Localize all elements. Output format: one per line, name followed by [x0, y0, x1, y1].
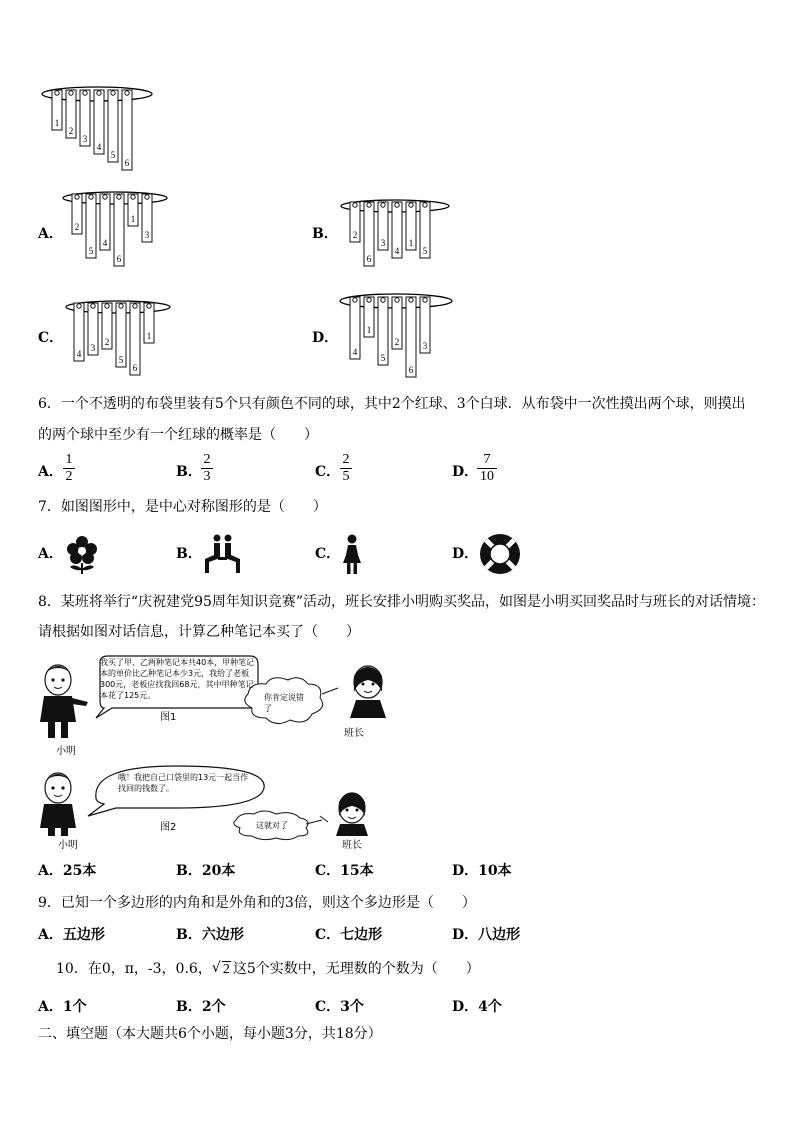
denominator: 3	[203, 469, 211, 484]
chime-hook	[395, 298, 399, 302]
chime-strip-number: 6	[124, 158, 130, 168]
chime-hook	[97, 91, 101, 95]
option-label: D．	[452, 464, 479, 480]
figure2-caption: 图2	[160, 822, 177, 833]
chime-hook	[395, 203, 399, 207]
option-label: A．	[38, 464, 63, 480]
q8-figure-1	[36, 652, 396, 758]
q10-option-c[interactable]: C．3个	[315, 999, 364, 1015]
q8-stem-line1: 8．某班将举行“庆祝建党95周年知识竞赛”活动，班长安排小明购买奖品，如图是小明买回奖品时与班长的对话情境：	[38, 594, 766, 610]
chime-strip-number: 6	[132, 363, 138, 373]
q8-option-d[interactable]: D．10本	[452, 863, 512, 879]
chime-hook	[83, 91, 87, 95]
chime-hook	[367, 298, 371, 302]
figure1-caption: 图1	[160, 712, 177, 723]
chime-hook	[367, 203, 371, 207]
chime-strip-number: 4	[394, 246, 400, 256]
chime-strip-number: 2	[68, 126, 74, 136]
q8-stem-line2: 请根据如图对话信息，计算乙种笔记本买了（ ）	[38, 624, 360, 640]
chime-strip-number: 3	[82, 134, 88, 144]
figure1-reply-text: 你肯定说错了	[264, 693, 304, 713]
q6-stem-line2: 的两个球中至少有一个红球的概率是（ ）	[38, 427, 318, 443]
chime-strip-number: 3	[144, 230, 150, 240]
q5-option-c[interactable]	[38, 296, 188, 381]
q6-option-a[interactable]	[38, 452, 128, 492]
chime-hook	[91, 304, 95, 308]
chime-strip-number: 5	[118, 355, 124, 365]
q9-option-c[interactable]: C．七边形	[315, 927, 383, 943]
chime-strip-number: 1	[146, 331, 152, 341]
q10-option-a[interactable]: A．1个	[38, 999, 87, 1015]
chime-strip-number: 3	[90, 343, 96, 353]
q5-option-d[interactable]	[312, 290, 472, 380]
option-label: C．	[315, 546, 341, 562]
chime-strip-number: 2	[352, 230, 358, 240]
chime-strip-number: 5	[88, 246, 94, 256]
q8-figure-2	[36, 762, 396, 854]
option-label: B．	[176, 546, 202, 562]
option-label: B．	[312, 226, 338, 242]
chime-strip-number: 4	[102, 238, 108, 248]
chime-strip-number: 2	[394, 337, 400, 347]
chime-strip-number: 1	[54, 118, 60, 128]
chime-hook	[381, 298, 385, 302]
chime-strip-number: 4	[352, 347, 358, 357]
chime-hook	[105, 304, 109, 308]
q9-stem: 9．已知一个多边形的内角和是外角和的3倍，则这个多边形是（ ）	[38, 895, 476, 911]
woman-icon	[339, 533, 369, 575]
figure1-right-name: 班长	[344, 728, 364, 739]
chime-hook	[381, 203, 385, 207]
chime-strip-number: 5	[380, 353, 386, 363]
chime-hook	[409, 298, 413, 302]
chime-hook	[423, 298, 427, 302]
q6-option-b[interactable]	[176, 452, 266, 492]
monitor-figure	[350, 666, 386, 718]
numerator: 7	[483, 452, 491, 467]
monitor-figure	[336, 793, 368, 836]
q8-option-a[interactable]: A．25本	[38, 863, 97, 879]
xiaoming-figure	[40, 665, 88, 738]
chime-strip-number: 3	[380, 238, 386, 248]
q10-stem-after: 这5个实数中，无理数的个数为（ ）	[232, 961, 480, 977]
chime-hook	[117, 195, 121, 199]
option-label: D．	[452, 546, 479, 562]
chime-strip-number: 2	[104, 337, 110, 347]
figure2-left-name: 小明	[58, 840, 78, 851]
section-2-heading: 二、填空题（本大题共6个小题，每小题3分，共18分）	[38, 1026, 382, 1042]
chime-hook	[89, 195, 93, 199]
numerator: 1	[65, 452, 73, 467]
chime-hook	[145, 195, 149, 199]
two-people-sitting-icon	[202, 533, 242, 575]
q7-option-a[interactable]	[38, 533, 118, 575]
denominator: 5	[342, 469, 350, 484]
figure1-left-name: 小明	[56, 746, 76, 757]
sqrt-symbol: √	[211, 960, 221, 976]
wind-chime-b-drawing	[338, 196, 468, 276]
chime-hook	[111, 91, 115, 95]
figure2-bubble-text: 哦！我把自己口袋里的13元一起当作找回的钱数了。	[118, 773, 249, 793]
q10-option-b[interactable]: B．2个	[176, 999, 226, 1015]
chime-hook	[69, 91, 73, 95]
chime-hook	[131, 195, 135, 199]
chime-strip-number: 5	[110, 150, 116, 160]
figure2-reply-text: 这就对了	[256, 821, 288, 830]
q10-stem-before: 10．在0，π，-3，0.6，	[56, 961, 212, 977]
option-label: C．	[38, 330, 64, 346]
q7-option-d[interactable]	[452, 533, 542, 575]
denominator: 2	[65, 469, 73, 484]
q8-option-c[interactable]: C．15本	[315, 863, 374, 879]
fraction	[200, 452, 214, 485]
sqrt-radicand: 2	[222, 962, 230, 977]
wind-chime-main-drawing	[40, 82, 160, 172]
wind-chime-a-drawing	[60, 188, 190, 268]
chime-hook	[133, 304, 137, 308]
chime-hook	[55, 91, 59, 95]
xiaoming-figure	[40, 773, 76, 836]
q9-option-d[interactable]: D．八边形	[452, 927, 521, 943]
q9-option-a[interactable]: A．五边形	[38, 927, 105, 943]
numerator: 2	[342, 452, 350, 467]
q7-option-c[interactable]	[315, 533, 395, 575]
chime-strip-number: 4	[96, 142, 102, 152]
q7-stem: 7．如图图形中，是中心对称图形的是（ ）	[38, 499, 327, 515]
figure2-right-name: 班长	[342, 840, 362, 851]
wind-chime-d-drawing	[338, 290, 468, 380]
denominator: 10	[480, 469, 494, 484]
chime-strip-number: 1	[130, 214, 136, 224]
chime-hook	[423, 203, 427, 207]
q9-option-b[interactable]: B．六边形	[176, 927, 244, 943]
chime-hook	[119, 304, 123, 308]
chime-strip-number: 6	[408, 365, 414, 375]
chime-strip-number: 1	[408, 238, 414, 248]
option-label: A．	[38, 226, 63, 242]
q8-option-b[interactable]: B．20本	[176, 863, 236, 879]
q5-main-figure	[40, 82, 160, 172]
chime-strip-number: 4	[76, 349, 82, 359]
chime-strip-number: 2	[74, 222, 80, 232]
chime-hook	[353, 298, 357, 302]
chime-hook	[125, 91, 129, 95]
sqrt-expression	[212, 959, 231, 980]
figure1-bubble-text: 我买了甲、乙两种笔记本共40本，甲种笔记本的单价比乙种笔记本少3元，我给了老板300元，老板应找我回68元，其中甲种笔记本花了125元。	[100, 658, 255, 700]
option-label: B．	[176, 464, 202, 480]
lifebuoy-icon	[478, 532, 522, 576]
q10-option-d[interactable]: D．4个	[452, 999, 502, 1015]
chime-hook	[147, 304, 151, 308]
chime-hook	[77, 304, 81, 308]
fraction	[476, 452, 498, 485]
q6-option-c[interactable]	[315, 452, 405, 492]
q6-stem-line1: 6．一个不透明的布袋里装有5个只有颜色不同的球，其中2个红球、3个白球．从布袋中一次性摸出两个球，则摸出	[38, 396, 746, 412]
chime-strip-number: 1	[366, 325, 372, 335]
wind-chime-c-drawing	[62, 296, 192, 381]
option-label: A．	[38, 546, 63, 562]
chime-strip-number: 6	[116, 254, 122, 264]
q7-option-b[interactable]	[176, 533, 256, 575]
fraction	[339, 452, 353, 485]
option-label: D．	[312, 330, 339, 346]
chime-strip-number: 3	[422, 341, 428, 351]
q5-option-b[interactable]	[312, 196, 462, 276]
option-label: C．	[315, 464, 341, 480]
chime-hook	[353, 203, 357, 207]
q6-option-d[interactable]	[452, 452, 542, 492]
flower-icon	[62, 533, 102, 575]
q5-option-a[interactable]	[38, 188, 188, 268]
chime-hook	[409, 203, 413, 207]
chime-strip-number: 5	[422, 246, 428, 256]
fraction	[62, 452, 76, 485]
chime-hook	[75, 195, 79, 199]
numerator: 2	[203, 452, 211, 467]
chime-strip-number: 6	[366, 254, 372, 264]
chime-hook	[103, 195, 107, 199]
q10-stem	[56, 959, 480, 980]
